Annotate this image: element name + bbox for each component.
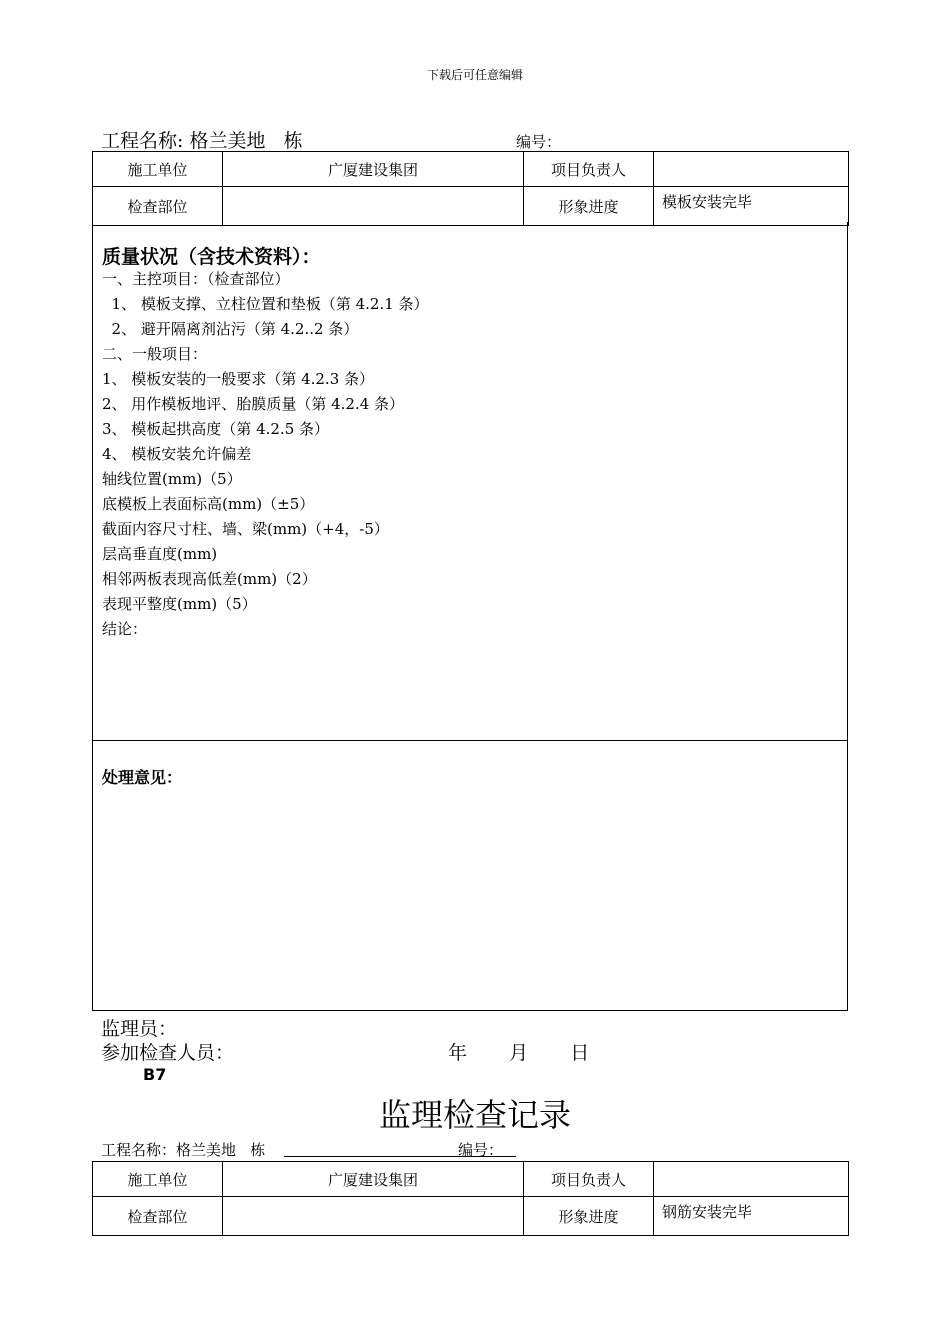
conclusion-label: 结论： — [102, 620, 148, 638]
handling-opinion-title: 处理意见： — [102, 768, 183, 787]
quality-line: 轴线位置(mm)（5） — [102, 470, 242, 488]
inspection-part-label: 检查部位 — [93, 187, 223, 226]
project-name-label: 工程名称: — [101, 130, 184, 152]
quality-line: 底模板上表面标高(mm)（±5） — [102, 495, 315, 513]
record-number-label: 编号： — [516, 133, 562, 151]
construction-unit-value: 广厦建设集团 — [223, 152, 524, 187]
quality-line: 二、一般项目： — [102, 345, 208, 363]
project-name-line-2: 工程名称：格兰美地 栋 — [101, 1141, 266, 1159]
header-note: 下载后可任意编辑 — [426, 68, 523, 82]
info-table-1 — [92, 151, 849, 226]
quality-status-title: 质量状况（含技术资料）： — [102, 246, 321, 268]
record-number-label-2: 编号： — [458, 1141, 504, 1159]
participants-label: 参加检查人员： — [101, 1042, 235, 1064]
progress-label: 形象进度 — [524, 187, 654, 226]
form-code: B7 — [143, 1065, 167, 1084]
quality-status-box — [92, 222, 848, 741]
quality-line: 2、 用作模板地评、胎膜质量（第 4.2.4 条） — [102, 395, 405, 413]
project-name-value: 格兰美地 栋 — [189, 130, 303, 152]
progress-value: 钢筋安装完毕 — [654, 1197, 849, 1236]
project-name-line — [101, 126, 303, 153]
progress-value: 模板安装完毕 — [654, 187, 849, 226]
quality-line: 截面内容尺寸柱、墙、梁(mm)（+4，-5） — [102, 520, 389, 538]
construction-unit-label: 施工单位 — [93, 1162, 223, 1197]
quality-status-list — [102, 267, 429, 642]
quality-line: 4、 模板安装允许偏差 — [102, 445, 252, 463]
supervisor-label: 监理员： — [101, 1018, 178, 1040]
quality-line: 3、 模板起拱高度（第 4.2.5 条） — [102, 420, 330, 438]
inspection-part-label: 检查部位 — [93, 1197, 223, 1236]
construction-unit-label: 施工单位 — [93, 152, 223, 187]
quality-line: 1、 模板安装的一般要求（第 4.2.3 条） — [102, 370, 375, 388]
inspection-part-value — [223, 1197, 524, 1236]
quality-line: 层高垂直度(mm) — [102, 545, 218, 563]
quality-line: 一、主控项目：（检查部位） — [102, 270, 290, 288]
project-leader-value — [654, 152, 849, 187]
quality-line: 表现平整度(mm)（5） — [102, 595, 257, 613]
quality-line: 相邻两板表现高低差(mm)（2） — [102, 570, 317, 588]
progress-label: 形象进度 — [524, 1197, 654, 1236]
info-table-2 — [92, 1161, 849, 1236]
date-label: 年 月 日 — [448, 1042, 590, 1064]
quality-line: 2、 避开隔离剂沾污（第 4.2..2 条） — [102, 320, 359, 338]
quality-line: 1、 模板支撑、立柱位置和垫板（第 4.2.1 条） — [102, 295, 429, 313]
record-title: 监理检查记录 — [378, 1096, 571, 1134]
inspection-part-value — [223, 187, 524, 226]
project-leader-value — [654, 1162, 849, 1197]
handling-opinion-box — [92, 740, 848, 1011]
project-leader-label: 项目负责人 — [524, 1162, 654, 1197]
project-leader-label: 项目负责人 — [524, 152, 654, 187]
construction-unit-value: 广厦建设集团 — [223, 1162, 524, 1197]
